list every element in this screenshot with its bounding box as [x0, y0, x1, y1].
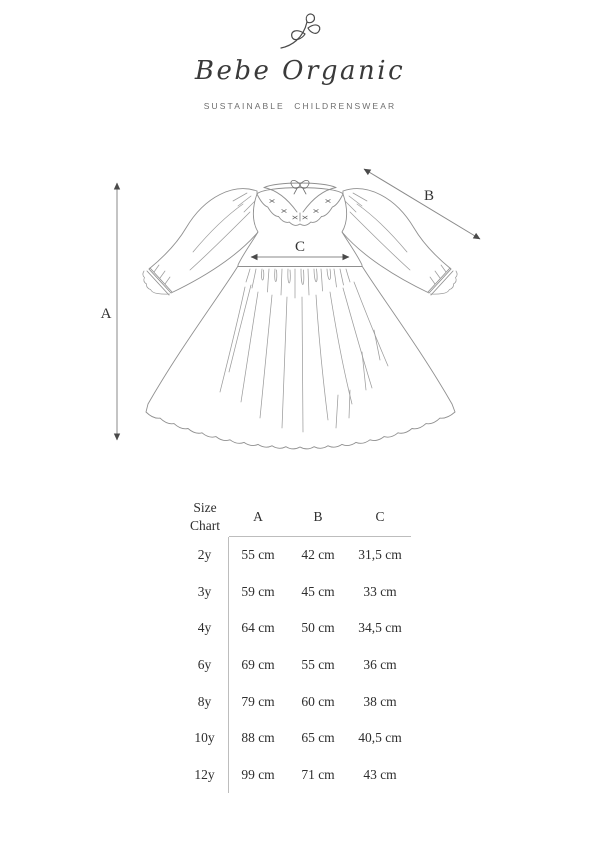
column-header-a: A: [229, 497, 287, 537]
row-value-b: 71 cm: [301, 766, 335, 782]
row-value-b: 45 cm: [301, 583, 335, 599]
brand-name: Bebe Organic: [194, 56, 406, 86]
row-value-c: 43 cm: [363, 766, 397, 782]
measurement-label-c: C: [294, 239, 306, 255]
row-value-a: 79 cm: [241, 693, 275, 709]
row-size: 8y: [170, 683, 229, 720]
row-value-b: 65 cm: [301, 730, 335, 746]
row-value-c: 34,5 cm: [358, 620, 402, 636]
row-value-b: 42 cm: [301, 547, 335, 563]
size-chart-table: [170, 497, 411, 793]
row-value-a: 99 cm: [241, 766, 275, 782]
dress-measurement-diagram: [0, 150, 600, 470]
row-value-c: 36 cm: [363, 657, 397, 673]
measurement-label-a: A: [100, 306, 112, 322]
row-value-c: 38 cm: [363, 693, 397, 709]
brand-tagline: SUSTAINABLE CHILDRENSWEAR: [203, 101, 397, 111]
row-value-b: 50 cm: [301, 620, 335, 636]
row-value-c: 40,5 cm: [358, 730, 402, 746]
row-value-a: 64 cm: [241, 620, 275, 636]
measurement-label-b: B: [423, 188, 435, 204]
branch-leaves-icon: [277, 12, 323, 50]
column-header-c: C: [349, 497, 411, 537]
row-size: 2y: [170, 537, 229, 574]
dress-sketch: [143, 180, 457, 448]
row-value-b: 55 cm: [301, 657, 335, 673]
row-size: 4y: [170, 610, 229, 647]
row-value-a: 88 cm: [241, 730, 275, 746]
row-value-b: 60 cm: [301, 693, 335, 709]
row-size: 6y: [170, 647, 229, 684]
row-value-c: 33 cm: [363, 583, 397, 599]
row-value-c: 31,5 cm: [358, 547, 402, 563]
row-size: 10y: [170, 720, 229, 757]
row-size: 3y: [170, 574, 229, 611]
row-size: 12y: [170, 757, 229, 794]
row-value-a: 69 cm: [241, 657, 275, 673]
row-value-a: 55 cm: [241, 547, 275, 563]
row-value-a: 59 cm: [241, 583, 275, 599]
size-chart-title: Size Chart: [190, 500, 220, 533]
column-header-b: B: [287, 497, 349, 537]
